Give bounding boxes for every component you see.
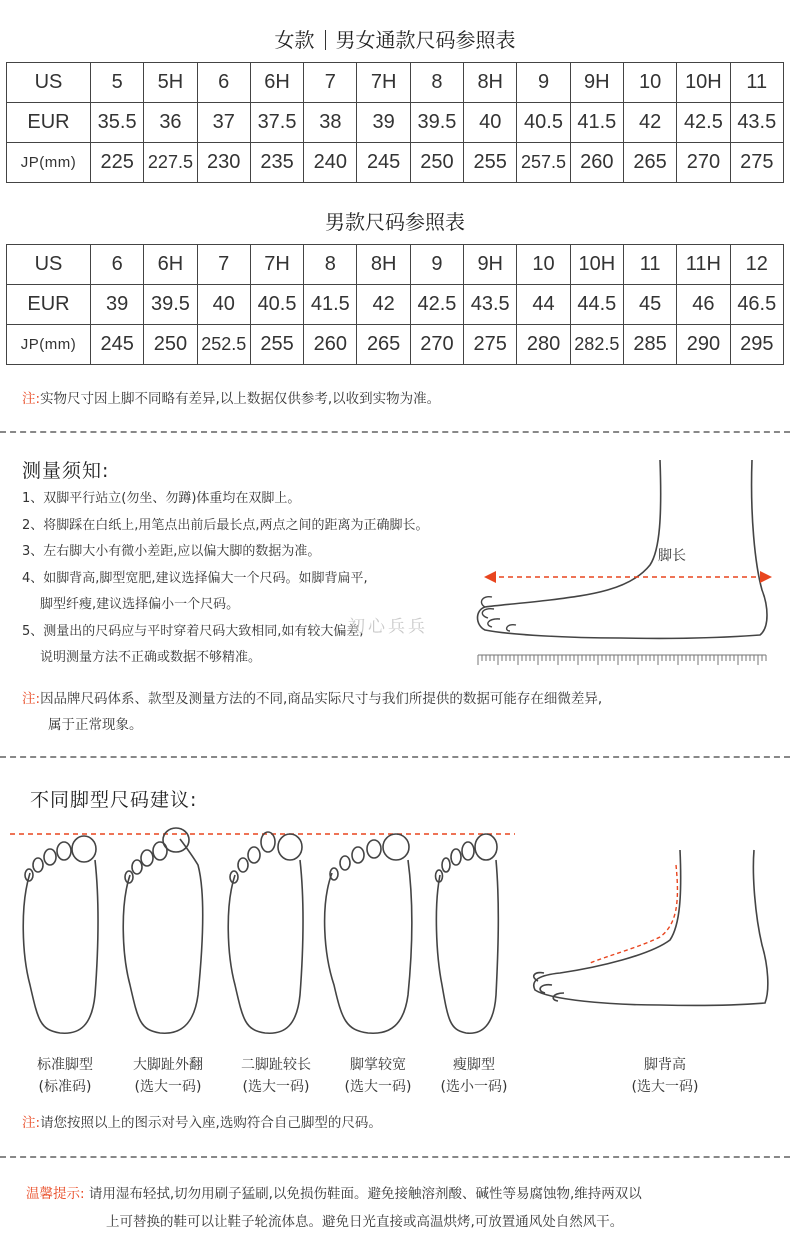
size-cell: 7 [304, 63, 357, 103]
size-cell: 257.5 [517, 143, 570, 183]
tip-prefix: 温馨提示: [26, 1186, 85, 1202]
note-line: 因品牌尺码体系、款型及测量方法的不同,商品实际尺寸与我们所提供的数据可能存在细微差异, [40, 691, 603, 707]
measure-step: 2、将脚踩在白纸上,用笔点出前后最长点,两点之间的距离为正确脚长。 [22, 517, 429, 533]
note-text: 实物尺寸因上脚不同略有差异,以上数据仅供参考,以收到实物为准。 [40, 391, 441, 407]
size-cell: 41.5 [570, 103, 623, 143]
note-prefix: 注: [22, 1115, 41, 1131]
size-cell: 6H [250, 63, 303, 103]
watermark-text: 初心兵兵 [348, 617, 428, 637]
size-cell: 290 [677, 325, 730, 365]
measure-heading: 测量须知: [22, 460, 110, 482]
size-cell: 37 [197, 103, 250, 143]
note-choose-size [22, 1110, 382, 1136]
tip-line: 请用湿布轻拭,切勿用刷子猛刷,以免损伤鞋面。避免接触溶剂酸、碱性等易腐蚀物,维持两双以 [88, 1186, 642, 1202]
size-cell: 11H [677, 245, 730, 285]
size-cell: 260 [304, 325, 357, 365]
size-cell: 255 [464, 143, 517, 183]
size-cell: 275 [464, 325, 517, 365]
size-cell: 6 [91, 245, 144, 285]
size-cell: 285 [623, 325, 676, 365]
instep-height-line [590, 865, 677, 963]
size-cell: 10H [677, 63, 730, 103]
size-cell: 252.5 [197, 325, 250, 365]
size-cell: 41.5 [304, 285, 357, 325]
row-header: EUR [7, 285, 91, 325]
size-cell: 40.5 [250, 285, 303, 325]
size-cell: 270 [677, 143, 730, 183]
size-cell: 10 [517, 245, 570, 285]
foot-types-illustration [0, 825, 790, 1050]
size-cell: 10 [623, 63, 676, 103]
size-cell: 42.5 [677, 103, 730, 143]
size-cell: 9 [517, 63, 570, 103]
size-cell: 36 [144, 103, 197, 143]
size-cell: 240 [304, 143, 357, 183]
size-cell: 11 [730, 63, 783, 103]
measure-step: 脚型纤瘦,建议选择偏小一个尺码。 [40, 597, 240, 612]
size-cell: 44.5 [570, 285, 623, 325]
title-separator [325, 30, 326, 50]
size-cell: 6 [197, 63, 250, 103]
size-cell: 245 [91, 325, 144, 365]
size-cell: 9 [410, 245, 463, 285]
size-cell: 39.5 [410, 103, 463, 143]
size-cell: 40 [464, 103, 517, 143]
arrow-head-left [484, 571, 496, 583]
size-cell: 255 [250, 325, 303, 365]
size-row-us [7, 63, 784, 103]
size-cell: 9H [570, 63, 623, 103]
size-cell: 37.5 [250, 103, 303, 143]
divider [0, 431, 790, 433]
size-cell: 230 [197, 143, 250, 183]
size-cell: 8 [304, 245, 357, 285]
size-cell: 235 [250, 143, 303, 183]
care-tip [26, 1180, 776, 1236]
size-row-eur [7, 285, 784, 325]
size-cell: 8H [464, 63, 517, 103]
size-cell: 250 [410, 143, 463, 183]
size-cell: 5 [91, 63, 144, 103]
size-cell: 40.5 [517, 103, 570, 143]
divider [0, 1156, 790, 1158]
arrow-head-right [760, 571, 772, 583]
size-cell: 46.5 [730, 285, 783, 325]
size-cell: 270 [410, 325, 463, 365]
size-cell: 245 [357, 143, 410, 183]
foot-types-heading: 不同脚型尺码建议: [30, 789, 198, 811]
size-cell: 42.5 [410, 285, 463, 325]
size-cell: 43.5 [730, 103, 783, 143]
women-title-left: 女款 [274, 28, 315, 52]
size-cell: 10H [570, 245, 623, 285]
row-header: US [7, 63, 91, 103]
size-cell: 42 [357, 285, 410, 325]
size-cell: 44 [517, 285, 570, 325]
divider [0, 756, 790, 758]
size-row-jpmm [7, 325, 784, 365]
measure-step: 5、测量出的尺码应与平时穿着尺码大致相同,如有较大偏差, [22, 623, 364, 639]
size-cell: 8 [410, 63, 463, 103]
measure-step: 说明测量方法不正确或数据不够精准。 [40, 650, 262, 665]
foot-side-outline [478, 460, 768, 638]
note-prefix: 注: [22, 691, 41, 707]
note-prefix: 注: [22, 391, 41, 407]
row-header: EUR [7, 103, 91, 143]
foot-high-instep [534, 850, 768, 1005]
size-cell: 280 [517, 325, 570, 365]
size-cell: 39 [357, 103, 410, 143]
size-cell: 265 [623, 143, 676, 183]
foot-wide [325, 834, 412, 1033]
foot-type-label-slim: 瘦脚型 (选小一码) [440, 1057, 508, 1095]
measure-step: 1、双脚平行站立(勿坐、勿蹲)体重均在双脚上。 [22, 491, 301, 506]
women-size-table [6, 62, 784, 183]
size-cell: 282.5 [570, 325, 623, 365]
foot-type-label-bunion: 大脚趾外翻 (选大一码) [133, 1057, 203, 1095]
size-cell: 265 [357, 325, 410, 365]
size-cell: 45 [623, 285, 676, 325]
size-cell: 43.5 [464, 285, 517, 325]
foot-length-label: 脚长 [658, 548, 686, 564]
size-cell: 8H [357, 245, 410, 285]
foot-length-diagram [470, 455, 780, 670]
size-cell: 39.5 [144, 285, 197, 325]
measure-steps [22, 486, 429, 672]
size-row-jpmm [7, 143, 784, 183]
size-cell: 275 [730, 143, 783, 183]
size-cell: 6H [144, 245, 197, 285]
foot-type-label-standard: 标准脚型 (标准码) [37, 1057, 93, 1095]
size-cell: 42 [623, 103, 676, 143]
men-size-table [6, 244, 784, 365]
row-header: JP(mm) [7, 325, 91, 365]
size-row-eur [7, 103, 784, 143]
size-cell: 260 [570, 143, 623, 183]
size-cell: 11 [623, 245, 676, 285]
row-header: JP(mm) [7, 143, 91, 183]
size-cell: 7H [357, 63, 410, 103]
size-cell: 9H [464, 245, 517, 285]
ruler [478, 655, 766, 665]
toes-outline [481, 597, 516, 631]
note-brand-difference [22, 686, 602, 738]
size-cell: 227.5 [144, 143, 197, 183]
measure-step: 3、左右脚大小有微小差距,应以偏大脚的数据为准。 [22, 544, 321, 559]
size-cell: 39 [91, 285, 144, 325]
size-cell: 5H [144, 63, 197, 103]
size-cell: 40 [197, 285, 250, 325]
size-row-us [7, 245, 784, 285]
size-cell: 7H [250, 245, 303, 285]
foot-type-label-long-second-toe: 二脚趾较长 (选大一码) [241, 1057, 311, 1095]
size-cell: 225 [91, 143, 144, 183]
women-title-right: 男女通款尺码参照表 [335, 28, 516, 52]
size-cell: 295 [730, 325, 783, 365]
men-chart-title: 男款尺码参照表 [325, 210, 465, 234]
note-text: 请您按照以上的图示对号入座,选购符合自己脚型的尺码。 [40, 1115, 382, 1131]
foot-bunion [123, 828, 202, 1033]
foot-type-label-wide: 脚掌较宽 (选大一码) [344, 1057, 412, 1095]
note-actual-size [22, 386, 440, 412]
foot-slim [436, 834, 499, 1033]
foot-long-second-toe [228, 832, 303, 1033]
size-cell: 35.5 [91, 103, 144, 143]
women-chart-title [0, 24, 790, 53]
row-header: US [7, 245, 91, 285]
measure-step: 4、如脚背高,脚型宽肥,建议选择偏大一个尺码。如脚背扁平, [22, 570, 368, 586]
size-cell: 12 [730, 245, 783, 285]
tip-line: 上可替换的鞋可以让鞋子轮流体息。避免日光直接或高温烘烤,可放置通风处自然风干。 [106, 1214, 624, 1230]
size-cell: 38 [304, 103, 357, 143]
size-cell: 7 [197, 245, 250, 285]
size-cell: 46 [677, 285, 730, 325]
foot-type-label-high-instep: 脚背高 (选大一码) [631, 1057, 699, 1095]
size-cell: 250 [144, 325, 197, 365]
foot-standard [23, 836, 98, 1033]
note-line: 属于正常现象。 [48, 717, 143, 733]
